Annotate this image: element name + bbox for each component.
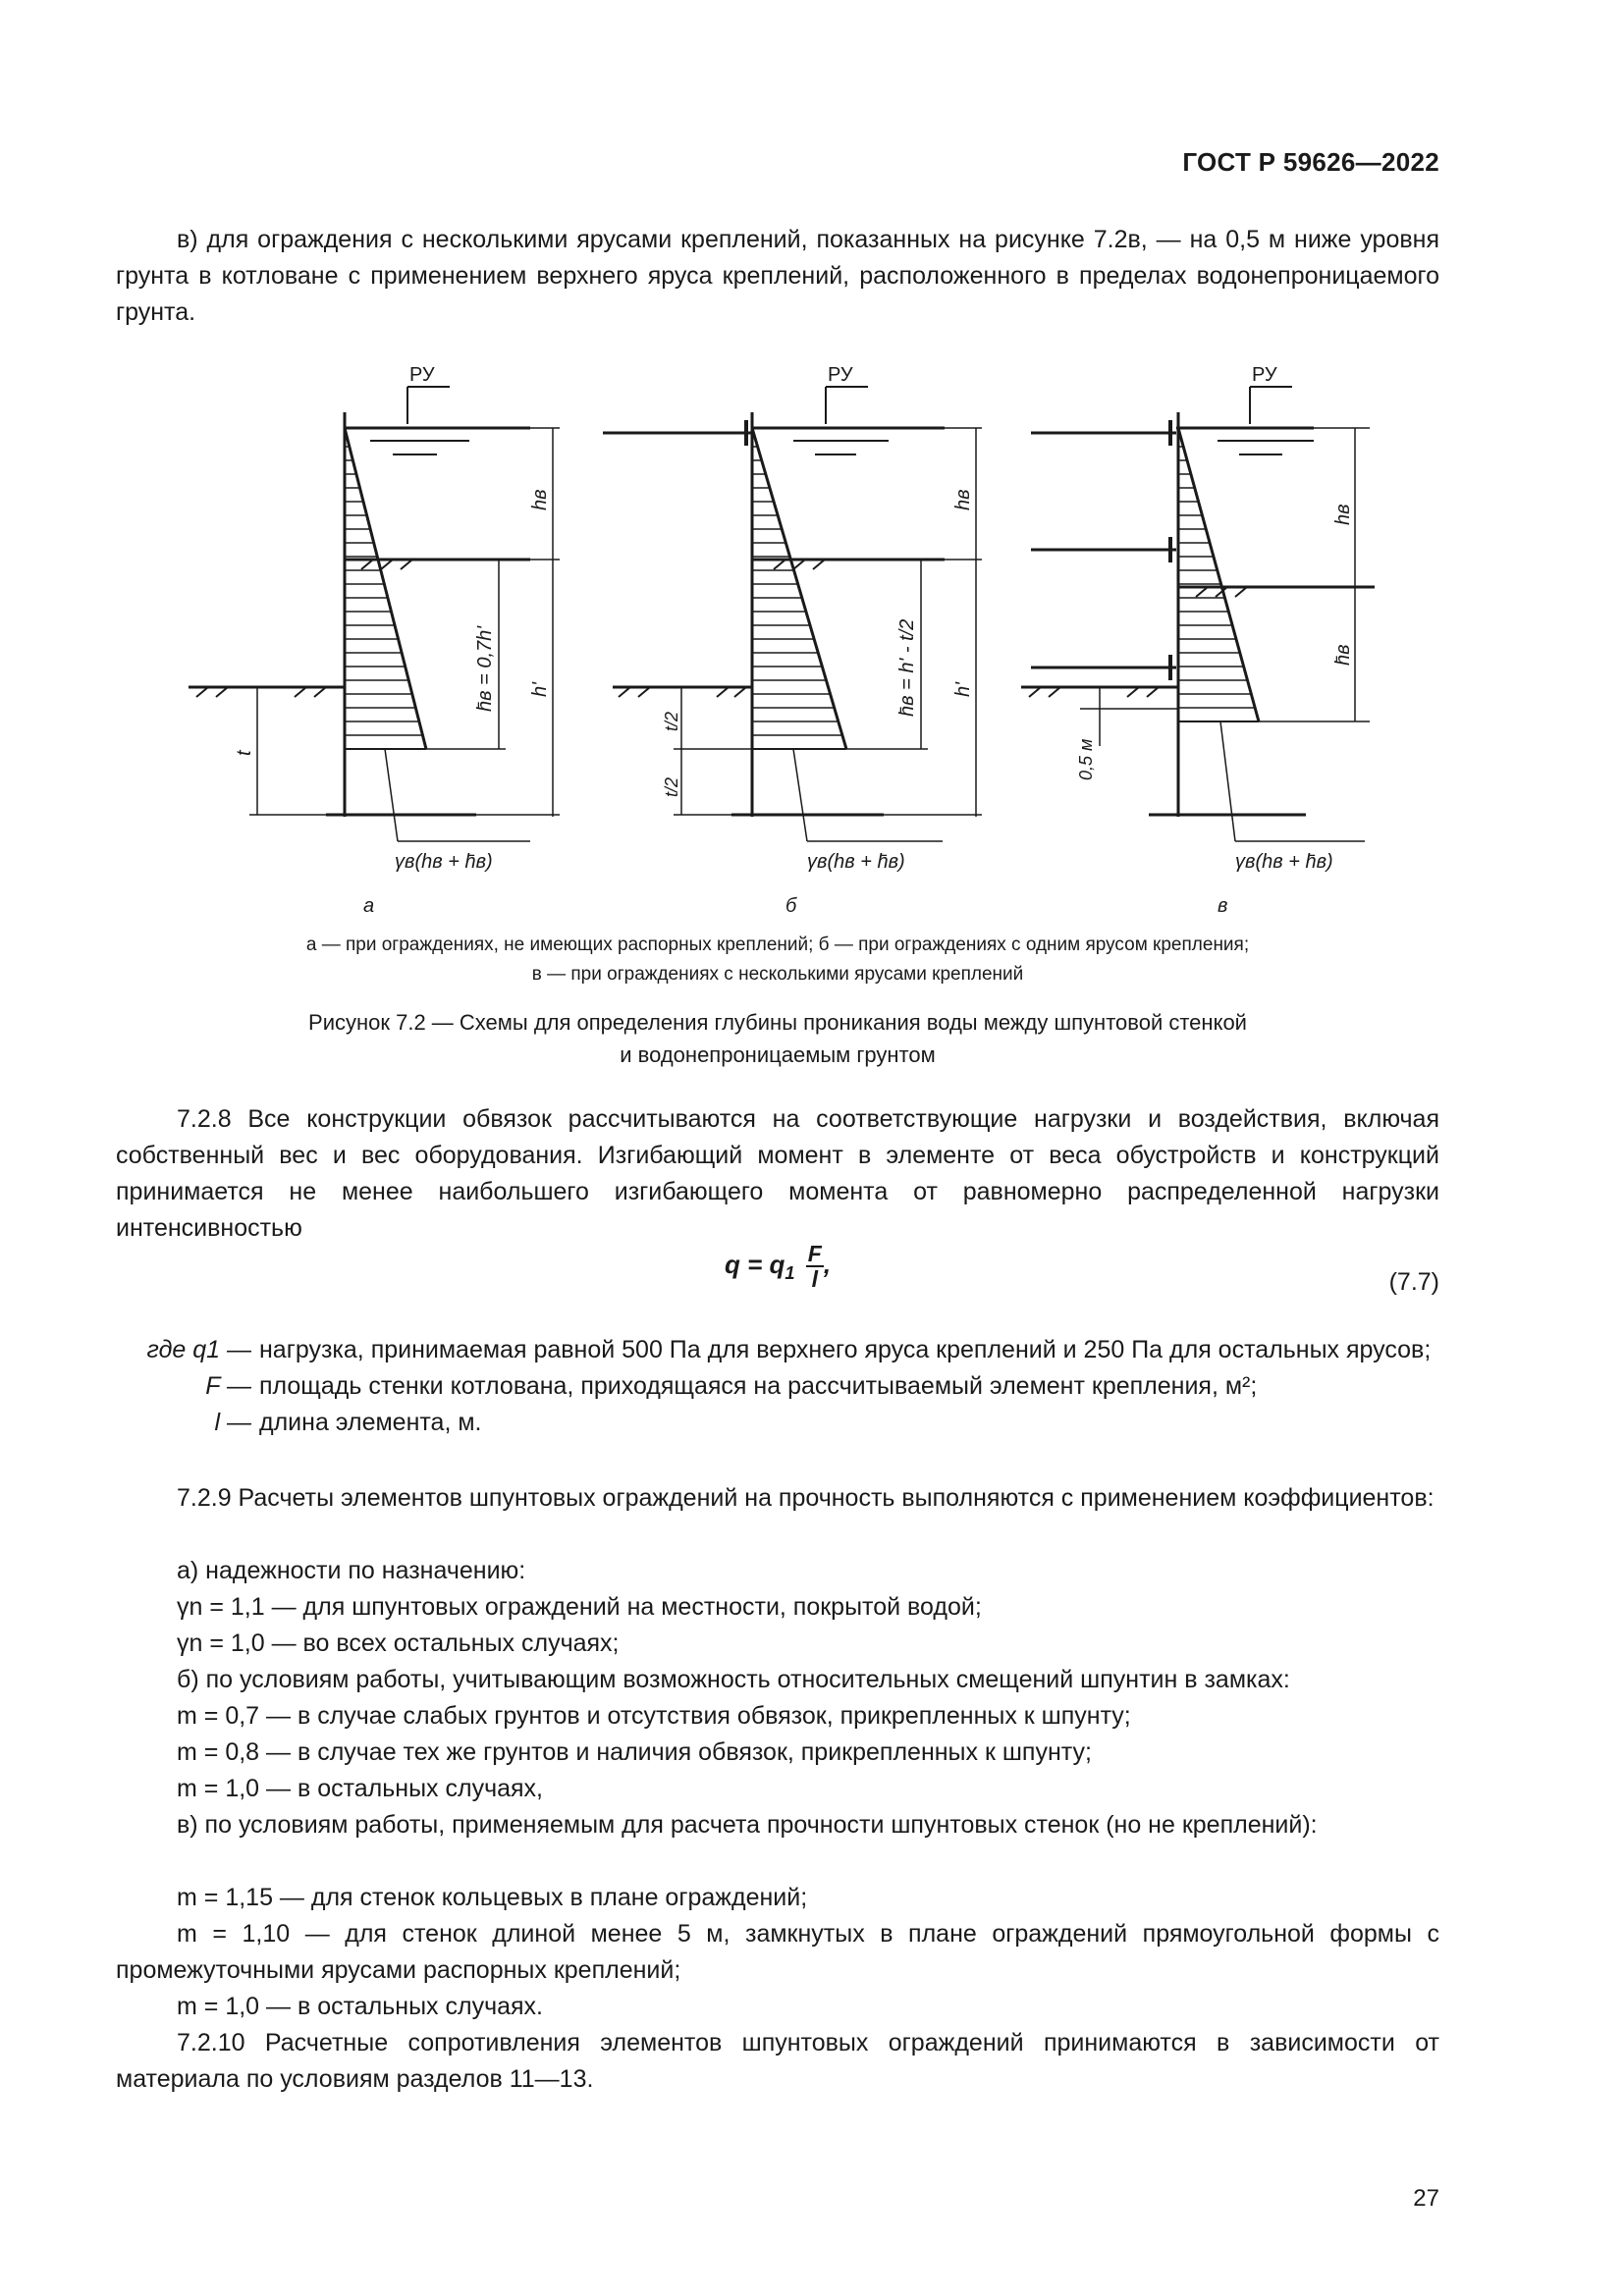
hprime-label-b: h' xyxy=(952,682,974,697)
list-item: m = 0,7 — в случае слабых грунтов и отсутствия обвязок, прикрепленных к шпунту; xyxy=(177,1702,1131,1730)
formula-7-7 xyxy=(725,1242,831,1291)
definition-term: l — xyxy=(214,1409,251,1436)
definition-text: площадь стенки котлована, приходящаяся на рассчитываемый элемент крепления, м²; xyxy=(259,1372,1258,1400)
definition-item xyxy=(116,1405,1439,1441)
figure-legend-line2: в — при ограждениях с несколькими ярусами креплений xyxy=(531,964,1024,985)
list-item: m = 1,0 — в остальных случаях, xyxy=(177,1775,543,1802)
panel-letter-a: а xyxy=(363,895,375,917)
list-item: m = 1,0 — в остальных случаях. xyxy=(177,1993,543,2020)
formula-number: (7.7) xyxy=(1388,1268,1439,1296)
hv-label-a: hв xyxy=(529,489,551,510)
t-half-label-b1: t/2 xyxy=(662,711,681,731)
t-half-label-b2: t/2 xyxy=(662,776,681,797)
list-item: γn = 1,1 — для шпунтовых ограждений на местности, покрытой водой; xyxy=(177,1593,982,1621)
section-7-2-9: 7.2.9 Расчеты элементов шпунтовых ограждений на прочность выполняются с применением коэффициентов: xyxy=(177,1484,1435,1512)
definition-item xyxy=(116,1332,1439,1368)
ru-label-b: РУ xyxy=(828,364,853,386)
intro-paragraph: в) для ограждения с несколькими ярусами креплений, показанных на рисунке 7.2в, — на 0,5 м ниже уровня грунта в котловане с применением верхнего яруса креплений, расположенного в пределах водонепроницаемого грунта. xyxy=(116,226,1439,326)
panel-letter-b: б xyxy=(785,895,797,917)
figure-caption-line1: Рисунок 7.2 — Схемы для определения глубины проникания воды между шпунтовой стенкой xyxy=(308,1010,1247,1035)
panel-letter-c: в xyxy=(1218,895,1228,917)
definition-term: где q1 — xyxy=(146,1336,251,1363)
hv-label-b: hв xyxy=(952,489,974,510)
definition-text: длина элемента, м. xyxy=(259,1409,482,1436)
definition-term: F — xyxy=(205,1372,251,1400)
list-item: γn = 1,0 — во всех остальных случаях; xyxy=(177,1629,620,1657)
formula-numerator: F xyxy=(807,1241,822,1266)
list-item: m = 0,8 — в случае тех же грунтов и наличия обвязок, прикрепленных к шпунту; xyxy=(177,1738,1092,1766)
formula-fraction xyxy=(806,1242,824,1291)
hv-bar-label-c: h̄в xyxy=(1332,644,1354,666)
figure-legend-line1: а — при ограждениях, не имеющих распорных креплений; б — при ограждениях с одним ярусом крепления; xyxy=(305,934,1250,955)
list-item: а) надежности по назначению: xyxy=(177,1557,526,1584)
hv-label-c: hв xyxy=(1332,504,1354,525)
figure-7-2 xyxy=(0,353,1624,903)
document-code: ГОСТ Р 59626—2022 xyxy=(1182,147,1439,177)
hprime-label-a: h' xyxy=(529,682,551,697)
page-number: 27 xyxy=(1413,2185,1439,2212)
list-item-m110: m = 1,10 — для стенок длиной менее 5 м, замкнутых в плане ограждений прямоугольной формы с промежуточными ярусами распорных креплений; xyxy=(116,1920,1439,1984)
formula-denominator: l xyxy=(811,1266,818,1292)
panel-a-diagram xyxy=(189,364,560,873)
formula-subscript: 1 xyxy=(785,1263,795,1284)
t-label-a: t xyxy=(234,750,255,756)
section-7-2-8: 7.2.8 Все конструкции обвязок рассчитываются на соответствующие нагрузки и воздействия, включая собственный вес и вес оборудования. Изгибающий момент в элементе от веса обустройств и конструкций принимается не менее наибольшего изгибающего момента от равномерно распределенной нагрузки интенсивностью xyxy=(116,1105,1439,1242)
formula-lhs: q = q xyxy=(725,1249,785,1279)
pressure-label-c: γв(hв + h̄в) xyxy=(1235,851,1333,873)
definitions-list xyxy=(116,1332,1439,1441)
section-7-2-10: 7.2.10 Расчетные сопротивления элементов шпунтовых ограждений принимаются в зависимости от материала по условиям разделов 11—13. xyxy=(116,2029,1439,2093)
definition-text: нагрузка, принимаемая равной 500 Па для верхнего яруса креплений и 250 Па для остальных ярусов; xyxy=(259,1336,1432,1363)
pressure-label-a: γв(hв + h̄в) xyxy=(395,851,493,873)
definition-item xyxy=(116,1368,1439,1405)
panel-c-diagram xyxy=(1021,364,1375,873)
panel-b-diagram xyxy=(603,364,982,873)
half-meter-label-c: 0,5 м xyxy=(1076,738,1096,780)
list-item-v: в) по условиям работы, применяемым для расчета прочности шпунтовых стенок (но не креплений): xyxy=(177,1811,1318,1839)
pressure-label-b: γв(hв + h̄в) xyxy=(807,851,905,873)
ru-label-c: РУ xyxy=(1252,364,1277,386)
list-item: m = 1,15 — для стенок кольцевых в плане ограждений; xyxy=(177,1884,808,1911)
ru-label-a: РУ xyxy=(409,364,435,386)
figure-caption-line2: и водонепроницаемым грунтом xyxy=(620,1042,936,1067)
hv-bar-label-b: h̄в = h' - t/2 xyxy=(896,618,918,717)
hv-bar-label-a: h̄в = 0,7h' xyxy=(474,625,496,712)
list-item: б) по условиям работы, учитывающим возможность относительных смещений шпунтин в замках: xyxy=(177,1666,1290,1693)
formula-trailing: , xyxy=(823,1249,832,1279)
